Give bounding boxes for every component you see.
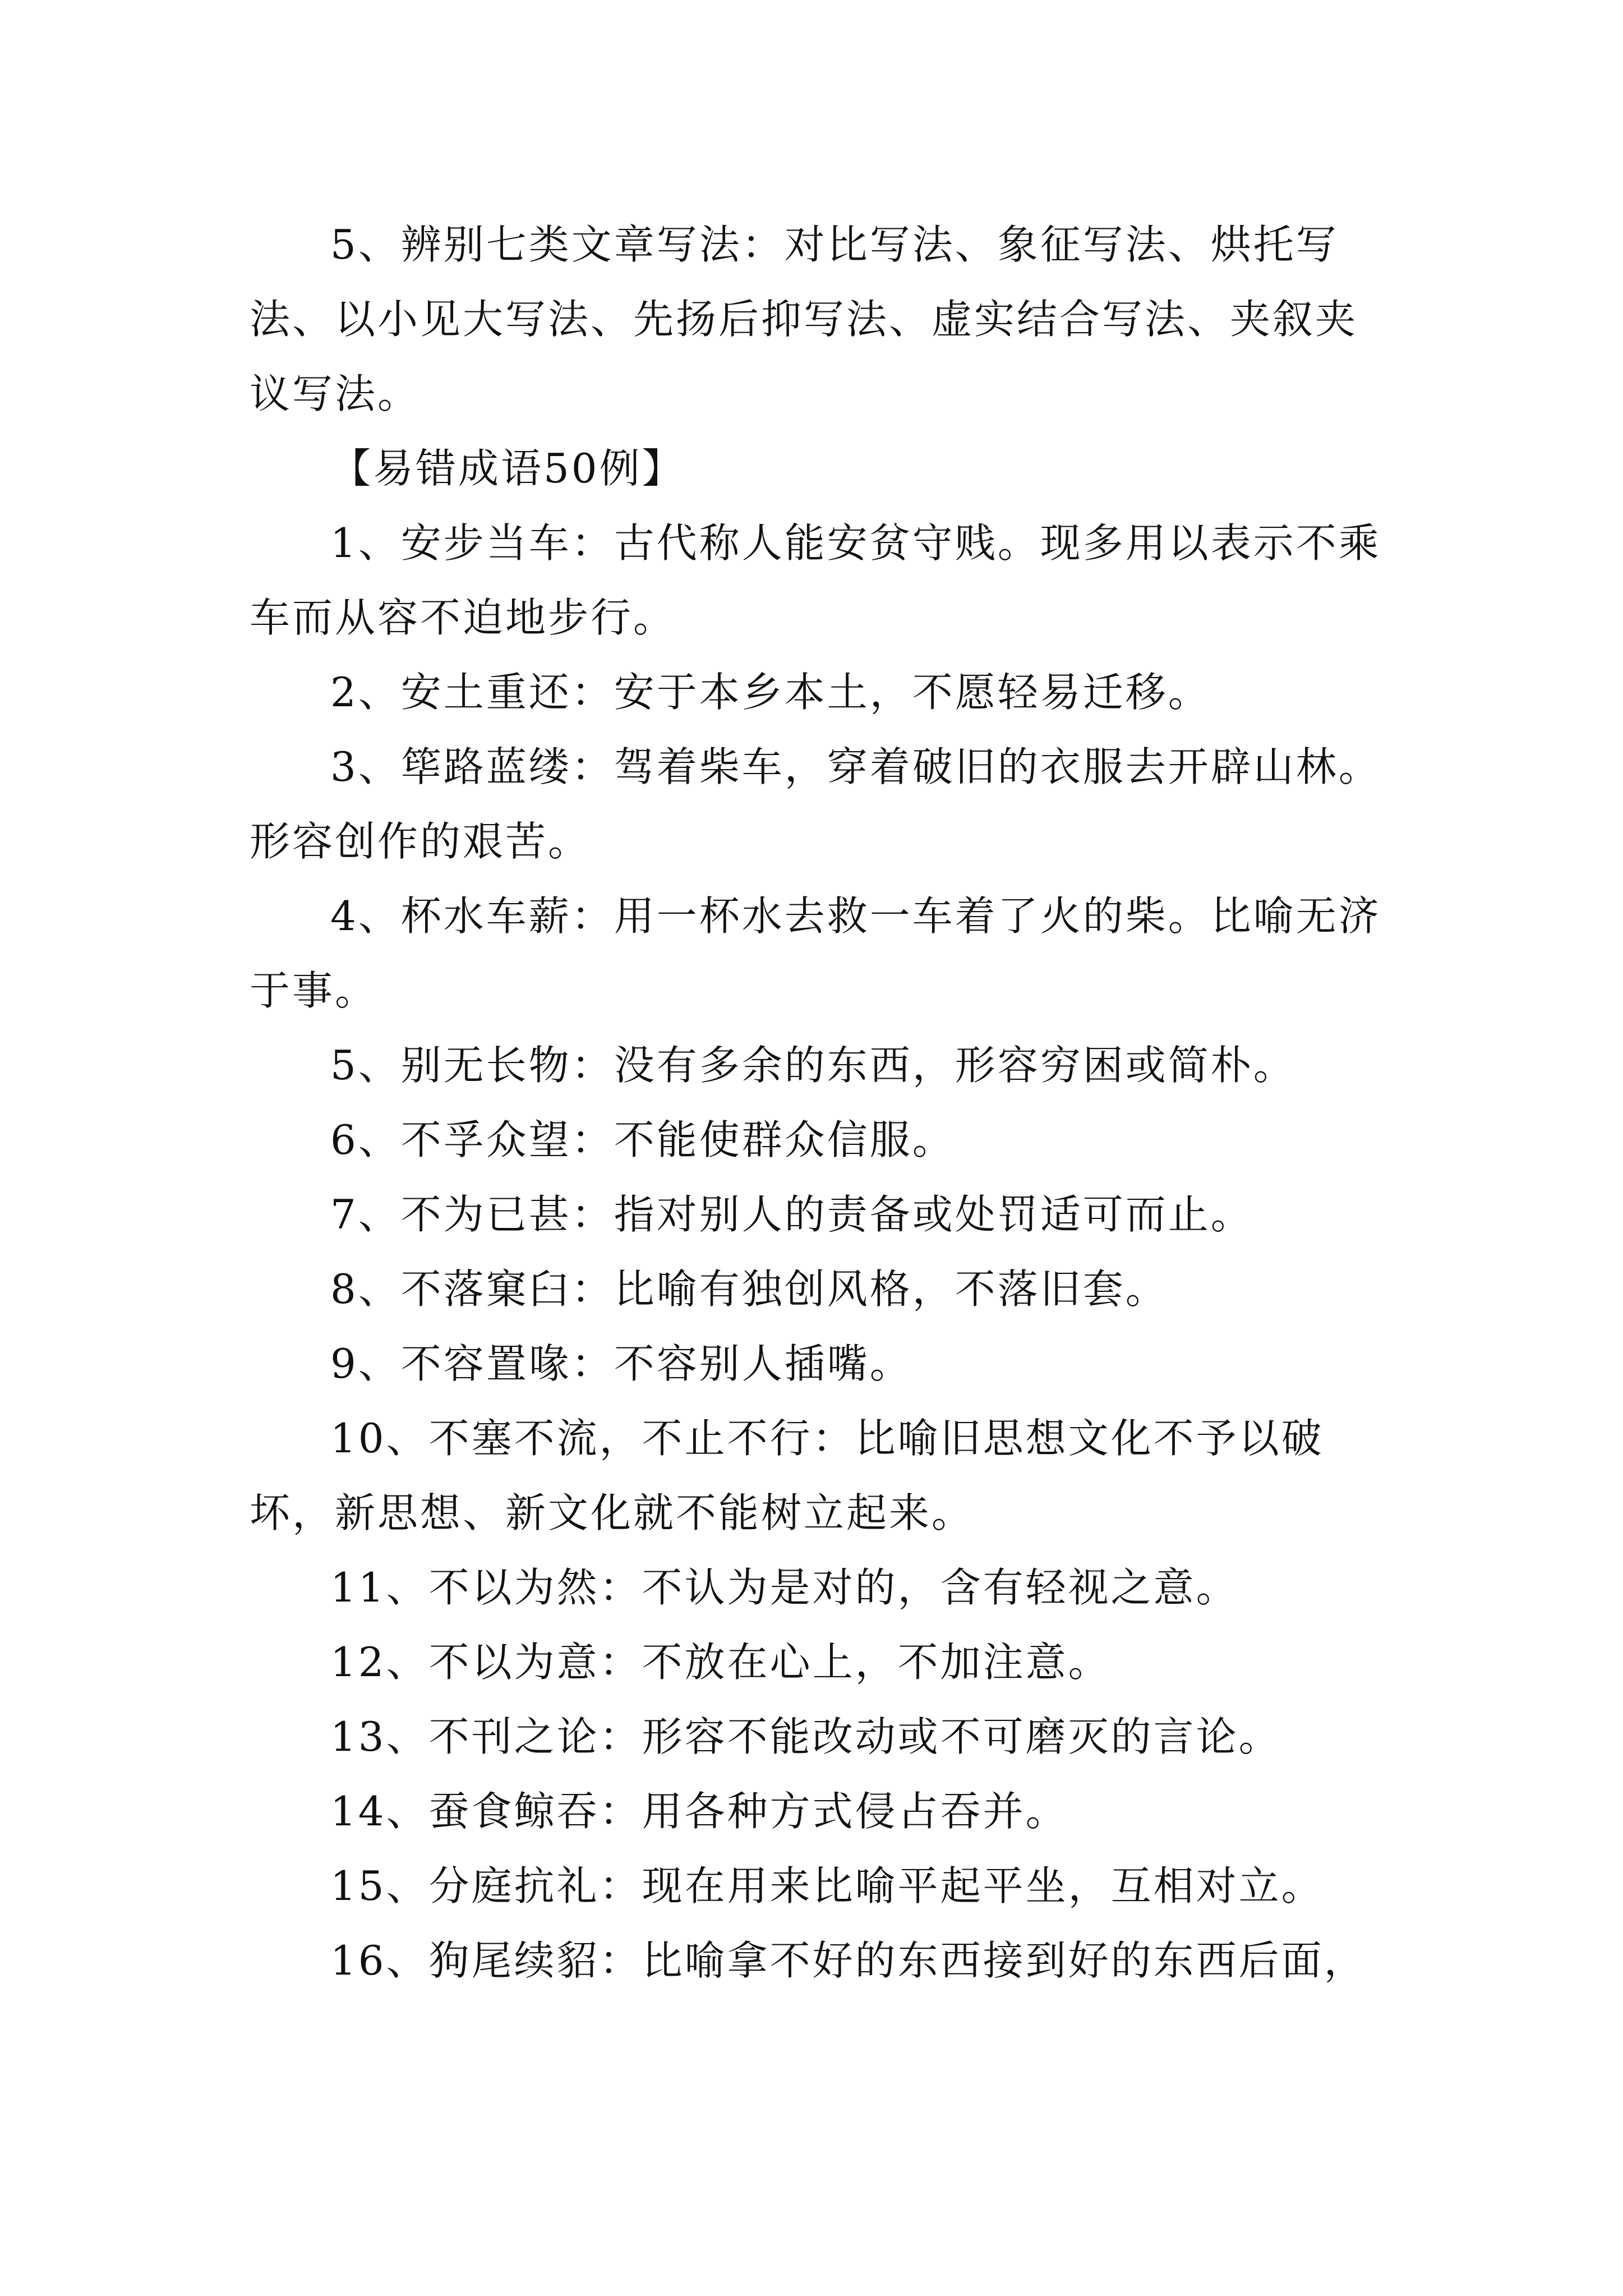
- idiom-entry: 1、安步当车：古代称人能安贫守贱。现多用以表示不乘车而从容不迫地步行。: [250, 519, 1381, 641]
- idiom-entry: 3、筚路蓝缕：驾着柴车，穿着破旧的衣服去开辟山林。形容创作的艰苦。: [250, 743, 1381, 865]
- idiom-entry: 14、蚕食鲸吞：用各种方式侵占吞并。: [330, 1788, 1068, 1835]
- idiom-entry: 5、别无长物：没有多余的东西，形容穷困或简朴。: [330, 1042, 1296, 1089]
- idiom-entry: 13、不刊之论：形容不能改动或不可磨灭的言论。: [330, 1713, 1281, 1760]
- idiom-entry: 8、不落窠臼：比喻有独创风格，不落旧套。: [330, 1266, 1168, 1313]
- idiom-entry: 12、不以为意：不放在心上，不加注意。: [330, 1639, 1111, 1686]
- paragraph-writing-methods: 5、辨别七类文章写法：对比写法、象征写法、烘托写法、以小见大写法、先扬后抑写法、虚实结合写法、夹叙夹议写法。: [250, 221, 1358, 417]
- idiom-entry: 11、不以为然：不认为是对的，含有轻视之意。: [330, 1564, 1239, 1611]
- idiom-entry: 7、不为已甚：指对别人的责备或处罚适可而止。: [330, 1191, 1253, 1238]
- idiom-entry: 2、安土重还：安于本乡本土，不愿轻易迁移。: [330, 669, 1211, 716]
- idiom-entry: 10、不塞不流，不止不行：比喻旧思想文化不予以破坏，新思想、新文化就不能树立起来。: [250, 1415, 1324, 1536]
- section-heading-idioms: 【易错成语50例】: [330, 445, 685, 492]
- idiom-entry: 4、杯水车薪：用一杯水去救一车着了火的柴。比喻无济于事。: [250, 892, 1381, 1014]
- idiom-entry: 6、不孚众望：不能使群众信服。: [330, 1116, 955, 1163]
- idiom-entry: 9、不容置喙：不容别人插嘴。: [330, 1340, 912, 1387]
- idiom-entry: 16、狗尾续貂：比喻拿不好的东西接到好的东西后面，: [330, 1937, 1367, 1984]
- idiom-entry: 15、分庭抗礼：现在用来比喻平起平坐，互相对立。: [330, 1862, 1324, 1910]
- document-body: [250, 208, 1394, 1998]
